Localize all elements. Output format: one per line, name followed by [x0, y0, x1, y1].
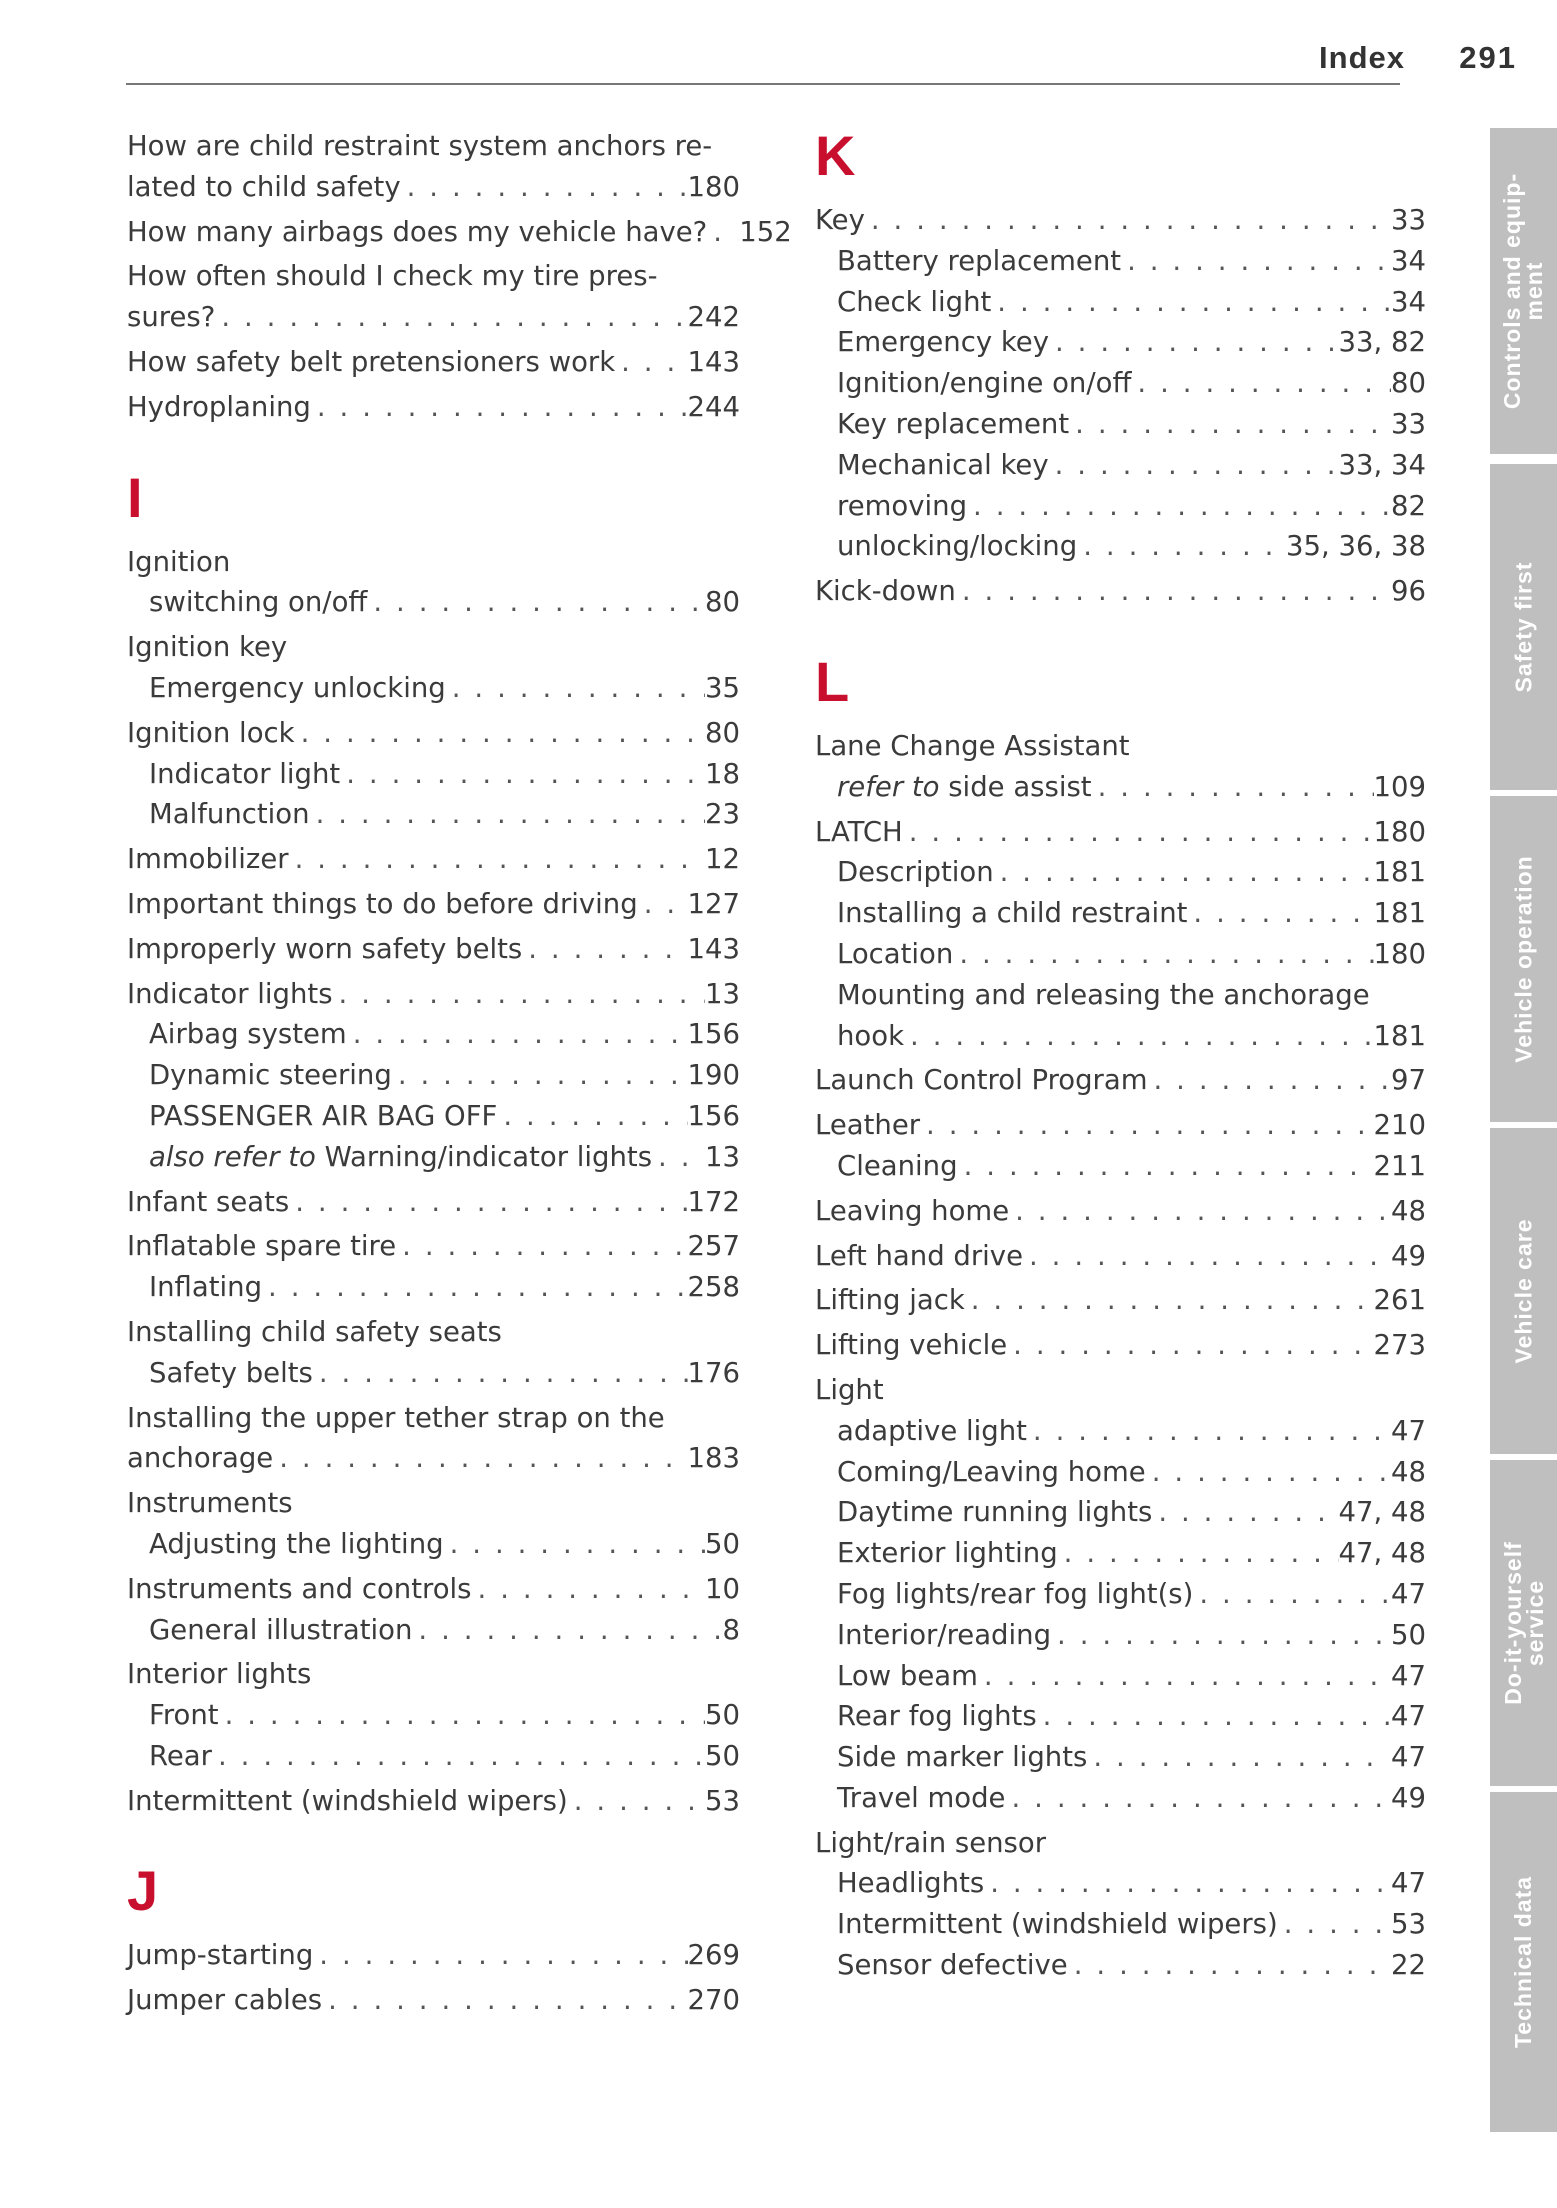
page-ref[interactable]: 261 [1373, 1284, 1426, 1317]
tab-safety-first[interactable]: Safety first [1490, 464, 1557, 790]
leader-dots [991, 282, 1391, 323]
index-entry[interactable]: LATCH . . . 180 [815, 812, 1426, 853]
page-ref[interactable]: 176 [687, 1356, 740, 1389]
index-entry[interactable]: Jumper cables . . . 270 [127, 1980, 740, 2021]
page-ref[interactable]: 34 [1391, 285, 1426, 318]
leader-dots [638, 884, 688, 925]
index-entry[interactable]: Instruments and controls . . . 10 [127, 1569, 740, 1610]
leader-dots [401, 167, 688, 208]
index-subentry[interactable]: Emergency unlocking . . . 35 [127, 668, 740, 709]
leader-dots [289, 1182, 687, 1223]
page-ref[interactable]: 181 [1373, 1019, 1426, 1052]
index-subentry[interactable]: unlocking/locking . . . 35, 36, 38 [815, 526, 1426, 567]
index-subentry[interactable]: Fog lights/rear fog light(s) . . . 47 [815, 1574, 1426, 1615]
page-ref[interactable]: 181 [1373, 897, 1426, 930]
index-heading: Ignition key [127, 631, 288, 664]
index-subentry[interactable]: Coming/Leaving home . . . 48 [815, 1452, 1426, 1493]
leader-dots [347, 1014, 688, 1055]
index-entry[interactable]: Leaving home . . . 48 [815, 1191, 1426, 1232]
page-ref[interactable]: 244 [687, 390, 740, 423]
page-ref[interactable]: 143 [687, 932, 740, 965]
leader-dots [953, 934, 1373, 975]
index-column-right [815, 126, 1426, 1986]
page-ref[interactable]: 210 [1373, 1109, 1426, 1142]
leader-dots [311, 387, 688, 428]
page-ref[interactable]: 50 [705, 1527, 740, 1560]
page-ref[interactable]: 35, 36, 38 [1286, 530, 1426, 563]
index-entry[interactable]: How safety belt pretensioners work . . . 143 [127, 342, 740, 383]
leader-dots [310, 794, 705, 835]
page-ref[interactable]: 47 [1391, 1414, 1426, 1447]
page-ref[interactable]: 80 [705, 586, 740, 619]
page-ref[interactable]: 181 [1373, 856, 1426, 889]
page-ref[interactable]: 50 [1391, 1618, 1426, 1651]
leader-dots [707, 212, 739, 253]
leader-dots [497, 1096, 687, 1137]
index-entry[interactable]: sures? . . . 242 [127, 297, 740, 338]
page-ref[interactable]: 8 [722, 1613, 740, 1646]
leader-dots [1077, 526, 1286, 567]
index-heading: Light [815, 1373, 884, 1406]
leader-dots [295, 713, 705, 754]
leader-dots [1131, 363, 1391, 404]
cross-ref-note: also refer to [149, 1140, 316, 1173]
index-heading: Installing child safety seats [127, 1315, 502, 1348]
index-subentry[interactable]: Daytime running lights . . . 47, 48 [815, 1492, 1426, 1533]
page-ref[interactable]: 13 [705, 1140, 740, 1173]
header-rule [126, 83, 1400, 85]
index-entry[interactable]: Lifting jack . . . 261 [815, 1280, 1426, 1321]
index-heading: Lane Change Assistant [815, 729, 1130, 762]
leader-dots [215, 297, 687, 338]
index-entry[interactable]: Leather . . . 210 [815, 1105, 1426, 1146]
page-ref[interactable]: 12 [705, 843, 740, 876]
leader-dots [273, 1438, 687, 1479]
section-title: Index [1319, 40, 1405, 75]
section-letter-i: I [127, 465, 143, 529]
page-ref[interactable]: 47 [1391, 1741, 1426, 1774]
section-letter-j: J [127, 1859, 159, 1923]
tab-do-it-yourself-service[interactable]: Do-it-yourself service [1490, 1460, 1557, 1786]
index-subentry[interactable]: removing . . . 82 [815, 486, 1426, 527]
index-heading: Instruments [127, 1487, 293, 1520]
leader-dots [1049, 445, 1339, 486]
page-ref[interactable]: 53 [705, 1784, 740, 1817]
leader-dots [313, 1353, 688, 1394]
index-heading: Interior lights [127, 1658, 312, 1691]
index-subentry[interactable]: Cleaning . . . 211 [815, 1146, 1426, 1187]
index-subentry[interactable]: Low beam . . . 47 [815, 1656, 1426, 1697]
leader-dots [903, 812, 1374, 853]
leader-dots [1146, 1452, 1391, 1493]
index-heading: Light/rain sensor [815, 1826, 1046, 1859]
page-ref[interactable]: 96 [1391, 575, 1426, 608]
page-ref[interactable]: 152 [739, 215, 792, 248]
page-ref[interactable]: 211 [1373, 1149, 1426, 1182]
page-ref[interactable]: 172 [687, 1185, 740, 1218]
leader-dots [1051, 1615, 1391, 1656]
index-subentry[interactable]: Travel mode . . . 49 [815, 1778, 1426, 1819]
page-ref[interactable]: 269 [687, 1939, 740, 1972]
index-subentry[interactable]: Emergency key . . . 33, 82 [815, 322, 1426, 363]
page-ref[interactable]: 183 [687, 1442, 740, 1475]
leader-dots [212, 1736, 705, 1777]
index-entry[interactable]: Key . . . 33 [815, 200, 1426, 241]
page-ref[interactable]: 270 [687, 1984, 740, 2017]
leader-dots [1005, 1778, 1391, 1819]
leader-dots [289, 839, 705, 880]
page-ref[interactable]: 53 [1391, 1908, 1426, 1941]
index-subentry[interactable]: adaptive light . . . 47 [815, 1411, 1426, 1452]
page-ref[interactable]: 109 [1373, 770, 1426, 803]
leader-dots [1023, 1236, 1391, 1277]
page-ref[interactable]: 127 [687, 887, 740, 920]
index-entry[interactable]: How many airbags does my vehicle have? . . . 152 [127, 212, 740, 253]
index-subentry[interactable]: Key replacement . . . 33 [815, 404, 1426, 445]
section-letter-k: K [815, 124, 856, 187]
leader-dots [652, 1137, 705, 1178]
leader-dots [865, 200, 1391, 241]
index-entry[interactable]: Improperly worn safety belts . . . 143 [127, 929, 740, 970]
leader-dots [1069, 404, 1391, 445]
index-subentry[interactable]: Installing a child restraint . . . 181 [815, 893, 1426, 934]
index-subentry[interactable]: PASSENGER AIR BAG OFF . . . 156 [127, 1096, 740, 1137]
leader-dots [392, 1055, 688, 1096]
tab-technical-data[interactable]: Technical data [1490, 1792, 1557, 2132]
page-ref[interactable]: 80 [1391, 367, 1426, 400]
page-ref[interactable]: 33, 82 [1338, 326, 1426, 359]
leader-dots [965, 1280, 1374, 1321]
leader-dots [396, 1226, 687, 1267]
page-ref[interactable]: 47, 48 [1338, 1496, 1426, 1529]
page-ref[interactable]: 13 [705, 977, 740, 1010]
page-ref[interactable]: 257 [687, 1230, 740, 1263]
page-ref[interactable]: 33 [1391, 407, 1426, 440]
index-entry-continuation: How are child restraint system anchors re- [127, 130, 713, 162]
page-ref[interactable]: 18 [705, 757, 740, 790]
index-subentry[interactable]: hook . . . 181 [815, 1016, 1426, 1057]
index-entry[interactable]: Launch Control Program . . . 97 [815, 1060, 1426, 1101]
index-subentry[interactable]: Rear fog lights . . . 47 [815, 1696, 1426, 1737]
index-subentry[interactable]: Indicator light . . . 18 [127, 754, 740, 795]
index-subentry[interactable]: also refer to Warning/indicator lights . . . 13 [127, 1137, 740, 1178]
index-heading: Ignition [127, 545, 231, 578]
index-subentry[interactable]: Ignition/engine on/off . . . 80 [815, 363, 1426, 404]
index-subentry[interactable]: Location . . . 180 [815, 934, 1426, 975]
index-subentry[interactable]: Mechanical key . . . 33, 34 [815, 445, 1426, 486]
index-subentry[interactable]: Inflating . . . 258 [127, 1267, 740, 1308]
leader-dots [1007, 1325, 1373, 1366]
index-entry-continuation: Mounting and releasing the anchorage [837, 978, 1370, 1011]
leader-dots [1049, 322, 1339, 363]
index-subentry[interactable]: Sensor defective . . . 22 [815, 1945, 1426, 1986]
index-subentry[interactable]: Description . . . 181 [815, 852, 1426, 893]
leader-dots [920, 1105, 1373, 1146]
leader-dots [1092, 767, 1374, 808]
leader-dots [904, 1016, 1373, 1057]
leader-dots [472, 1569, 705, 1610]
leader-dots [1152, 1492, 1338, 1533]
leader-dots [412, 1610, 722, 1651]
index-subentry[interactable]: refer to side assist . . . 109 [815, 767, 1426, 808]
index-subentry[interactable]: Dynamic steering . . . 190 [127, 1055, 740, 1096]
page-ref[interactable]: 47 [1391, 1867, 1426, 1900]
index-column-left [127, 126, 792, 2021]
index-entry[interactable]: Kick-down . . . 96 [815, 571, 1426, 612]
index-subentry[interactable]: Battery replacement . . . 34 [815, 241, 1426, 282]
tab-vehicle-care[interactable]: Vehicle care [1490, 1128, 1557, 1454]
index-entry[interactable]: Hydroplaning . . . 244 [127, 387, 740, 428]
leader-dots [994, 852, 1374, 893]
page-number: 291 [1459, 40, 1517, 75]
index-subentry[interactable]: Interior/reading . . . 50 [815, 1615, 1426, 1656]
index-subentry[interactable]: Exterior lighting . . . 47, 48 [815, 1533, 1426, 1574]
index-subentry[interactable]: Adjusting the lighting . . . 50 [127, 1524, 740, 1565]
leader-dots [1037, 1696, 1391, 1737]
index-entry-continuation: Installing the upper tether strap on the [127, 1401, 665, 1434]
page-ref[interactable]: 48 [1391, 1194, 1426, 1227]
leader-dots [322, 1980, 687, 2021]
leader-dots [984, 1863, 1391, 1904]
index-entry[interactable]: Ignition lock . . . 80 [127, 713, 740, 754]
page-ref[interactable]: 33 [1391, 204, 1426, 236]
page-ref[interactable]: 156 [687, 1018, 740, 1051]
page-ref[interactable]: 33, 34 [1338, 448, 1426, 481]
leader-dots [446, 668, 705, 709]
index-subentry[interactable]: Side marker lights . . . 47 [815, 1737, 1426, 1778]
index-entry[interactable]: lated to child safety . . . 180 [127, 167, 740, 208]
page-header [0, 0, 1557, 90]
index-subentry[interactable]: Rear . . . 50 [127, 1736, 740, 1777]
page-ref[interactable]: 47 [1391, 1577, 1426, 1610]
leader-dots [1058, 1533, 1339, 1574]
leader-dots [1148, 1060, 1392, 1101]
page-ref[interactable]: 273 [1373, 1329, 1426, 1362]
page-ref[interactable]: 97 [1391, 1064, 1426, 1097]
index-subentry[interactable]: Check light . . . 34 [815, 282, 1426, 323]
leader-dots [367, 582, 705, 623]
index-entry[interactable]: anchorage . . . 183 [127, 1438, 740, 1479]
index-subentry[interactable]: Intermittent (windshield wipers) . . . 53 [815, 1904, 1426, 1945]
page-ref[interactable]: 143 [687, 345, 740, 378]
index-entry-continuation: How often should I check my tire pres- [127, 260, 658, 293]
index-entry[interactable]: Infant seats . . . 172 [127, 1182, 740, 1223]
leader-dots [956, 571, 1391, 612]
tab-controls-and-equipment[interactable]: Controls and equip- ment [1490, 128, 1557, 454]
leader-dots [1027, 1411, 1391, 1452]
leader-dots [568, 1781, 705, 1822]
leader-dots [522, 929, 687, 970]
index-entry[interactable]: Lifting vehicle . . . 273 [815, 1325, 1426, 1366]
page-ref[interactable]: 242 [687, 301, 740, 334]
leader-dots [967, 486, 1391, 527]
page-ref[interactable]: 180 [1373, 815, 1426, 848]
leader-dots [444, 1524, 705, 1565]
cross-ref-note: refer to [837, 770, 940, 803]
page-ref[interactable]: 180 [1373, 937, 1426, 970]
leader-dots [313, 1935, 687, 1976]
leader-dots [1121, 241, 1391, 282]
page-ref[interactable]: 35 [705, 671, 740, 704]
page-ref[interactable]: 10 [705, 1572, 740, 1605]
leader-dots [340, 754, 705, 795]
leader-dots [262, 1267, 687, 1308]
page-ref[interactable]: 23 [705, 798, 740, 831]
page-ref[interactable]: 22 [1391, 1949, 1426, 1982]
leader-dots [1009, 1191, 1391, 1232]
index-entry[interactable]: Intermittent (windshield wipers) . . . 53 [127, 1781, 740, 1822]
page-ref[interactable]: 156 [687, 1099, 740, 1132]
index-subentry[interactable]: Malfunction . . . 23 [127, 794, 740, 835]
page-ref[interactable]: 47, 48 [1338, 1537, 1426, 1570]
page-ref[interactable]: 80 [705, 716, 740, 749]
leader-dots [1187, 893, 1373, 934]
leader-dots [1193, 1574, 1391, 1615]
index-entry[interactable]: Important things to do before driving . . . 127 [127, 884, 740, 925]
leader-dots [615, 342, 687, 383]
index-entry[interactable]: Indicator lights . . . 13 [127, 974, 740, 1015]
leader-dots [219, 1695, 705, 1736]
index-subentry[interactable]: Headlights . . . 47 [815, 1863, 1426, 1904]
page-ref[interactable]: 47 [1391, 1659, 1426, 1692]
page-ref[interactable]: 49 [1391, 1239, 1426, 1272]
page-ref[interactable]: 190 [687, 1059, 740, 1092]
leader-dots [1278, 1904, 1391, 1945]
page-ref[interactable]: 34 [1391, 244, 1426, 277]
page-ref[interactable]: 48 [1391, 1455, 1426, 1488]
page-ref[interactable]: 82 [1391, 489, 1426, 522]
page-ref[interactable]: 50 [705, 1739, 740, 1772]
index-entry[interactable]: Left hand drive . . . 49 [815, 1236, 1426, 1277]
section-letter-l: L [815, 649, 850, 713]
page-ref[interactable]: 180 [687, 170, 740, 203]
leader-dots [958, 1146, 1374, 1187]
leader-dots [333, 974, 705, 1015]
index-entry[interactable]: Jump-starting . . . 269 [127, 1935, 740, 1976]
index-subentry[interactable]: Airbag system . . . 156 [127, 1014, 740, 1055]
leader-dots [1068, 1945, 1391, 1986]
index-subentry[interactable]: Front . . . 50 [127, 1695, 740, 1736]
index-entry[interactable]: Inflatable spare tire . . . 257 [127, 1226, 740, 1267]
index-subentry[interactable]: Safety belts . . . 176 [127, 1353, 740, 1394]
tab-vehicle-operation[interactable]: Vehicle operation [1490, 796, 1557, 1122]
leader-dots [1087, 1737, 1391, 1778]
page-ref[interactable]: 258 [687, 1271, 740, 1304]
page-ref[interactable]: 47 [1391, 1700, 1426, 1733]
leader-dots [978, 1656, 1391, 1697]
index-entry[interactable]: Immobilizer . . . 12 [127, 839, 740, 880]
page-ref[interactable]: 50 [705, 1699, 740, 1732]
page-ref[interactable]: 49 [1391, 1781, 1426, 1814]
index-subentry[interactable]: General illustration . . . 8 [127, 1610, 740, 1651]
index-subentry[interactable]: switching on/off . . . 80 [127, 582, 740, 623]
